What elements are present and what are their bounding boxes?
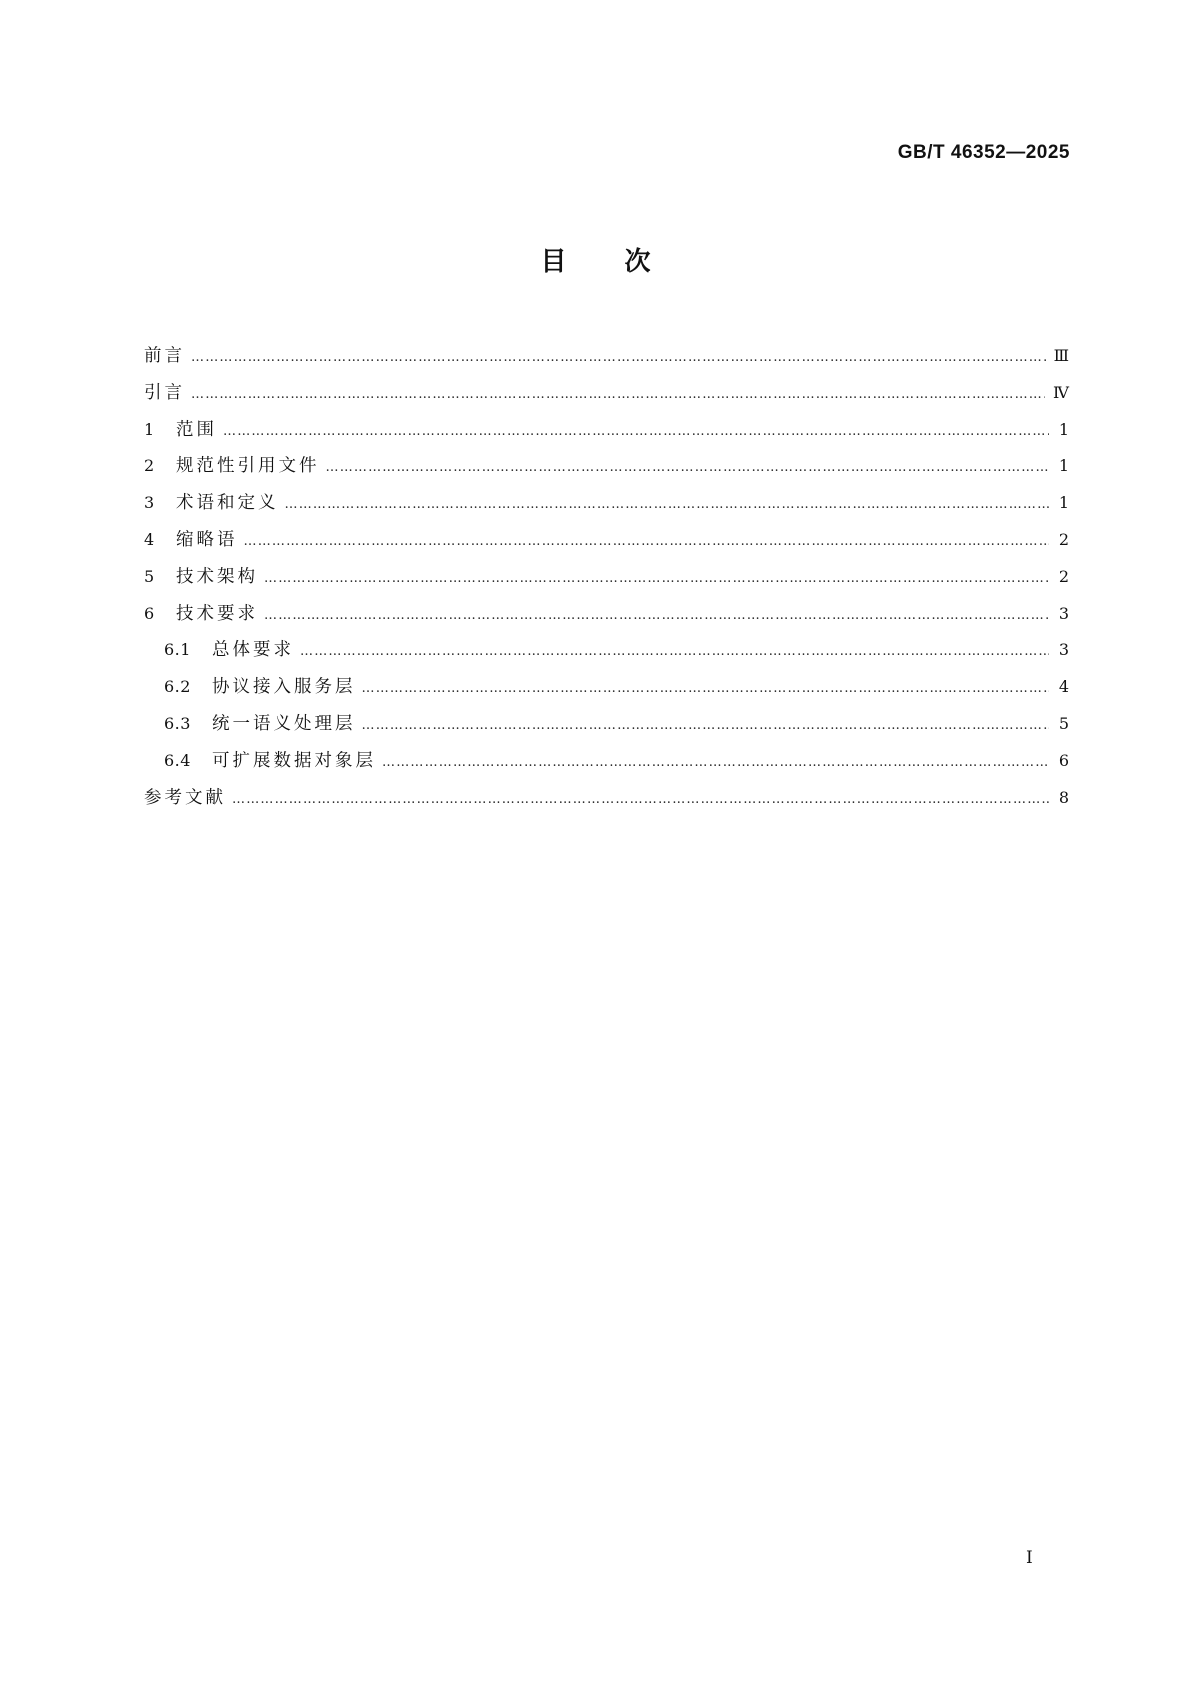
toc-dot-leader bbox=[382, 745, 1049, 782]
toc-entry-page: 2 bbox=[1058, 566, 1069, 586]
page-title: 目次 bbox=[540, 247, 709, 277]
toc-entry[interactable] bbox=[144, 780, 1069, 817]
toc-entry[interactable] bbox=[144, 706, 1069, 743]
toc-entry-page: 5 bbox=[1058, 713, 1069, 733]
toc-entry[interactable] bbox=[144, 559, 1069, 596]
toc-entry-page: 1 bbox=[1058, 419, 1069, 439]
table-of-contents bbox=[144, 338, 1069, 816]
toc-entry[interactable] bbox=[144, 485, 1069, 522]
toc-dot-leader bbox=[223, 414, 1049, 451]
toc-entry-title: 规范性引用文件 bbox=[176, 456, 320, 477]
toc-entry-number: 3 bbox=[144, 493, 155, 513]
toc-entry-number: 5 bbox=[144, 566, 155, 586]
toc-entry[interactable] bbox=[144, 448, 1069, 485]
toc-entry-title: 术语和定义 bbox=[176, 493, 279, 514]
toc-dot-leader bbox=[191, 340, 1046, 377]
toc-dot-leader bbox=[264, 598, 1049, 635]
toc-entry[interactable] bbox=[144, 375, 1069, 412]
toc-entry-page: 3 bbox=[1058, 603, 1069, 623]
toc-dot-leader bbox=[191, 377, 1045, 414]
toc-entry-page: 8 bbox=[1058, 787, 1069, 807]
toc-dot-leader bbox=[300, 634, 1049, 671]
toc-entry-title: 引言 bbox=[144, 382, 185, 403]
toc-entry-page: 4 bbox=[1058, 677, 1069, 697]
page-number: Ⅰ bbox=[1026, 1548, 1033, 1568]
toc-entry-number: 6.1 bbox=[164, 640, 191, 660]
toc-entry-number: 6 bbox=[144, 603, 155, 623]
toc-dot-leader bbox=[264, 561, 1049, 598]
toc-entry-number: 6.2 bbox=[164, 677, 191, 697]
toc-entry-number: 6.4 bbox=[164, 750, 191, 770]
toc-entry-title: 缩略语 bbox=[176, 529, 238, 550]
toc-entry-page: 2 bbox=[1058, 529, 1069, 549]
toc-entry-title: 技术架构 bbox=[176, 566, 258, 587]
toc-entry-title: 协议接入服务层 bbox=[212, 677, 356, 698]
toc-entry-number: 2 bbox=[144, 456, 155, 476]
toc-entry[interactable] bbox=[144, 522, 1069, 559]
toc-entry[interactable] bbox=[144, 338, 1069, 375]
toc-entry-page: 1 bbox=[1058, 456, 1069, 476]
toc-entry-number: 4 bbox=[144, 529, 155, 549]
toc-dot-leader bbox=[244, 524, 1050, 561]
toc-dot-leader bbox=[362, 671, 1050, 708]
toc-dot-leader bbox=[326, 450, 1050, 487]
toc-entry[interactable] bbox=[144, 596, 1069, 633]
toc-dot-leader bbox=[285, 487, 1050, 524]
toc-entry-title: 统一语义处理层 bbox=[212, 713, 356, 734]
toc-entry-title: 前言 bbox=[144, 346, 185, 366]
toc-entry-title: 可扩展数据对象层 bbox=[212, 750, 376, 771]
toc-entry[interactable] bbox=[144, 632, 1069, 669]
toc-entry-title: 总体要求 bbox=[212, 640, 294, 661]
toc-entry-number: 6.3 bbox=[164, 713, 191, 733]
toc-entry-page: 3 bbox=[1058, 640, 1069, 660]
toc-entry-page: Ⅳ bbox=[1053, 382, 1069, 402]
toc-entry-number: 1 bbox=[144, 419, 155, 439]
toc-entry-title: 范围 bbox=[176, 419, 217, 440]
toc-dot-leader bbox=[232, 782, 1049, 819]
toc-entry[interactable] bbox=[144, 743, 1069, 780]
toc-entry[interactable] bbox=[144, 669, 1069, 706]
toc-entry-page: 6 bbox=[1058, 750, 1069, 770]
toc-entry-title: 技术要求 bbox=[176, 603, 258, 624]
toc-entry-title: 参考文献 bbox=[144, 787, 226, 808]
toc-entry-page: 1 bbox=[1058, 493, 1069, 513]
toc-entry-page: Ⅲ bbox=[1053, 346, 1069, 365]
toc-dot-leader bbox=[362, 708, 1050, 745]
toc-entry[interactable] bbox=[144, 412, 1069, 449]
standard-code: GB/T 46352—2025 bbox=[897, 142, 1070, 163]
